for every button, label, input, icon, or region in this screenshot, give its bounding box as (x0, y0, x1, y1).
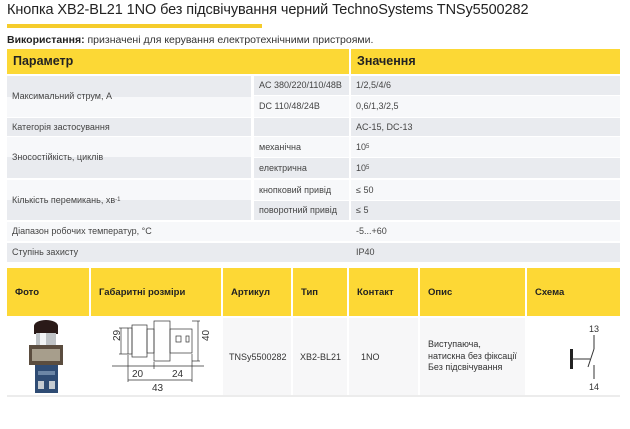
svg-text:14: 14 (588, 381, 599, 392)
spec-param-temperature: Діапазон робочих температур, °C (7, 222, 351, 241)
svg-text:40: 40 (201, 329, 212, 341)
spec-value: 0,6/1,3/2,5 (351, 96, 620, 117)
product-header-type: Тип (293, 268, 347, 316)
product-header-article: Артикул (223, 268, 291, 316)
spec-value: 10 5 (351, 158, 620, 178)
product-header-contact: Контакт (349, 268, 418, 316)
spec-param-durability: Зносостійкість, циклів (12, 152, 104, 162)
product-dimensions-drawing (91, 318, 221, 395)
product-header-description: Опис (420, 268, 525, 316)
product-description: Виступаюча, натискна без фіксації Без підсвічування (420, 318, 525, 395)
spec-value: ≤ 50 (351, 180, 620, 200)
spec-param-protection: Ступінь захисту (7, 243, 351, 262)
spec-param-switching: Кількість перемикань, хв -1 (12, 194, 121, 205)
spec-value: -5...+60 (351, 222, 620, 241)
spec-value: IP40 (351, 243, 620, 262)
spec-value: 1/2,5/4/6 (351, 76, 620, 95)
spec-sub-dc: DC 110/48/24В (254, 96, 349, 117)
product-header-dimensions: Габаритні розміри (91, 268, 221, 316)
spec-header-param: Параметр (7, 49, 349, 74)
spec-value: ≤ 5 (351, 201, 620, 220)
product-photo (7, 318, 89, 395)
push-button-photo-icon (23, 319, 73, 395)
product-header-schema: Схема (527, 268, 620, 316)
usage-line (7, 34, 373, 46)
table-bottom-divider (7, 395, 620, 397)
spec-param-max-current: Максимальний струм, А (12, 91, 112, 101)
page-title: Кнопка XB2-BL21 1NO без підсвічування черний TechnoSystems TNSy5500282 (7, 2, 529, 18)
spec-sub-button-drive: кнопковий привід (254, 180, 349, 200)
spec-sub-rotary-drive: поворотний привід (254, 201, 349, 220)
no-contact-schema-icon (544, 319, 604, 395)
usage-text: призначені для керування електротехнічними пристроями. (84, 34, 374, 46)
spec-header-value: Значення (351, 49, 620, 74)
dimension-drawing-icon (100, 319, 212, 395)
spec-sub-empty (254, 118, 349, 136)
product-type: XB2-BL21 (293, 318, 347, 395)
title-underline (7, 24, 262, 28)
spec-sub-mechanical: механічна (254, 137, 349, 157)
usage-label: Використання: (7, 34, 85, 46)
spec-value: 10 5 (351, 137, 620, 157)
spec-param-category: Категорія застосування (7, 118, 251, 136)
product-article: TNSy5500282 (223, 318, 291, 395)
svg-text:20: 20 (132, 368, 144, 380)
product-contact: 1NO (349, 318, 418, 395)
svg-text:13: 13 (588, 323, 599, 334)
spec-sub-ac: AC 380/220/110/48В (254, 76, 349, 95)
svg-text:43: 43 (152, 382, 164, 394)
spec-sub-electrical: електрична (254, 158, 349, 178)
svg-text:29: 29 (112, 329, 123, 341)
product-header-photo: Фото (7, 268, 89, 316)
product-schema (527, 318, 620, 395)
svg-text:24: 24 (172, 368, 184, 380)
spec-value: AC-15, DC-13 (351, 118, 620, 136)
